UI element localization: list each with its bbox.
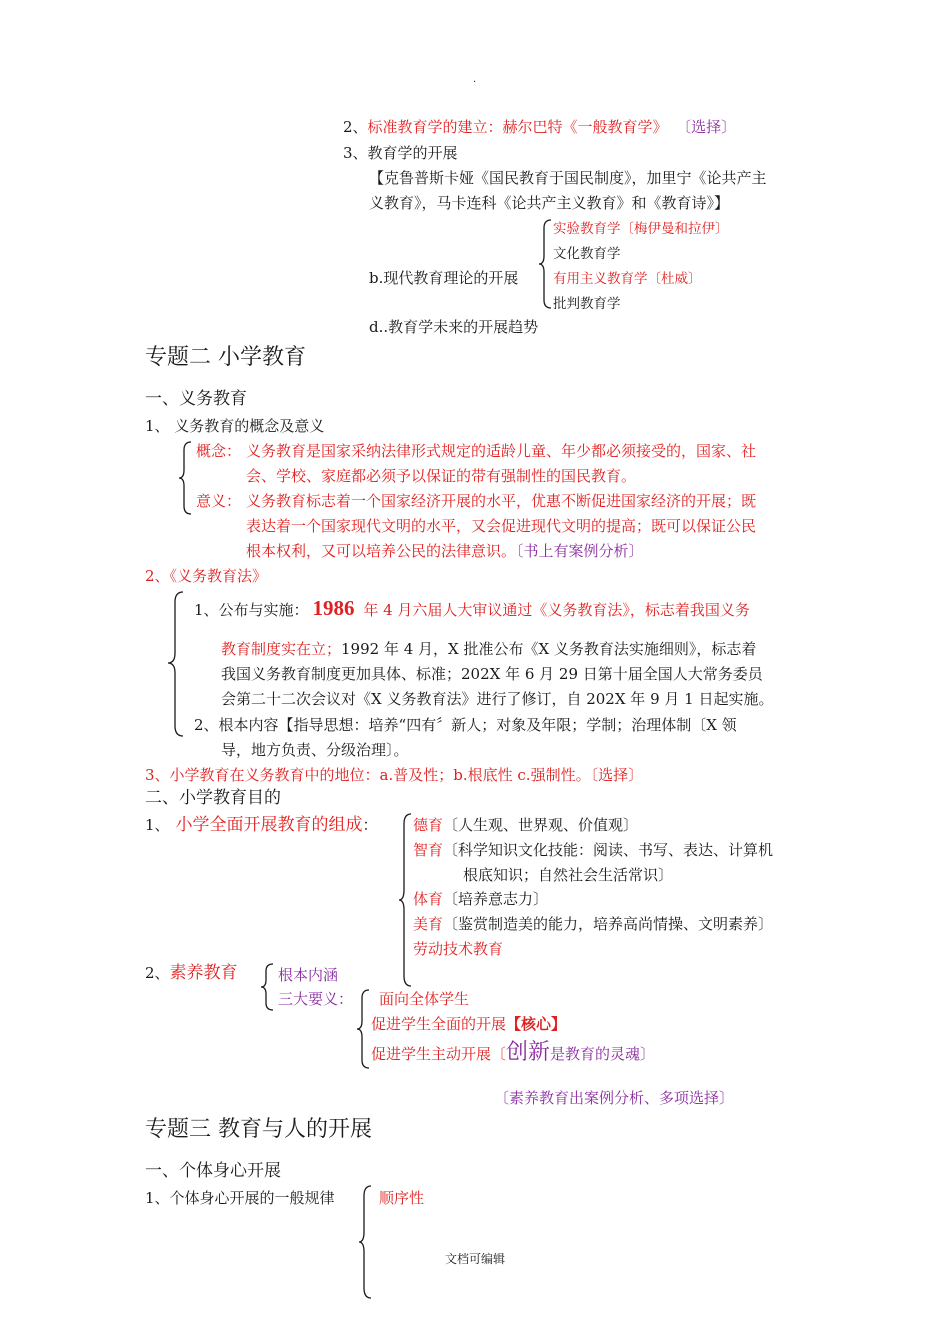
item-3-development: 3、教育学的开展 [343, 144, 458, 162]
goal-heading [145, 815, 378, 835]
goal-aesthetic-desc: 〔鉴赏制造美的能力，培养高尚情操、文明素养〕 [443, 915, 774, 933]
goal-moral-desc: 〔人生观、世界观、价值观〕 [443, 816, 639, 834]
topic2-item3-status: 3、小学教育在义务教育中的地位：a.普及性；b.根底性 c.强制性。〔选择〕 [145, 766, 644, 784]
goal-colon: ： [362, 816, 378, 834]
bracket-line-2: 义教育》，马卡连科《论共产主义教育》和《教育诗》】 [369, 194, 730, 212]
quality-heading [145, 963, 238, 983]
bracket-line-1: 【克鲁普斯卡娅《国民教育于国民制度》，加里宁《论共产主 [369, 169, 767, 187]
concept-line-2: 会、学校、家庭都必须予以保证的带有强制性的国民教育。 [246, 467, 637, 485]
brace-concept-meaning [178, 440, 194, 516]
future-trend: d..教育学未来的开展趋势 [369, 318, 539, 336]
requirement-active-suffix: 是教育的灵魂〕 [550, 1045, 656, 1063]
modern-item-cultural: 文化教育学 [553, 246, 621, 262]
requirement-all-students: 面向全体学生 [379, 990, 470, 1008]
requirement-comprehensive-text: 促进学生全面的开展 [371, 1015, 507, 1033]
law-year-1986: 1986 [312, 596, 355, 620]
modern-item-experimental: 实验教育学〔梅伊曼和拉伊〕 [553, 221, 729, 237]
law-item-1-prefix: 1、公布与实施： [194, 601, 309, 619]
case-analysis-tag: 〔书上有案例分析〕 [516, 542, 644, 560]
brace-goals [398, 812, 414, 988]
meaning-line-2: 表达着一个国家现代文明的水平，又会促进现代文明的提高；既可以保证公民 [246, 517, 757, 535]
requirement-active-prefix: 促进学生主动开展〔 [371, 1045, 507, 1063]
law-item-1-line-4: 会第二十二次会议对《X 义务教育法》进行了修订，自 202X 年 9 月 1 日起实施。 [221, 690, 774, 708]
meaning-line-1: 义务教育标志着一个国家经济开展的水平，优惠不断促进国家经济的开展；既 [246, 492, 757, 510]
goal-moral-name: 德育 [413, 816, 444, 834]
law-item-2-line-2: 导，地方负责、分级治理〕。 [221, 741, 409, 759]
goal-physical [413, 890, 548, 908]
item-text: 标准教育学的建立：赫尔巴特《一般教育学》 [367, 118, 668, 136]
topic3-title: 专题三 教育与人的开展 [145, 1117, 372, 1142]
requirement-comprehensive [371, 1015, 566, 1033]
goal-physical-name: 体育 [413, 890, 444, 908]
modern-theory-label: b.现代教育理论的开展 [369, 269, 519, 287]
item-number: 2、 [343, 118, 368, 136]
topic2-title: 专题二 小学教育 [145, 345, 306, 370]
select-tag: 〔选择〕 [683, 118, 737, 136]
quality-note: 〔素养教育出案例分析、多项选择〕 [494, 1089, 735, 1107]
brace-quality [260, 962, 276, 1012]
goal-aesthetic [413, 915, 773, 933]
topic2-item1: 1、 义务教育的概念及意义 [145, 417, 325, 435]
concept-label: 概念： [196, 442, 242, 460]
quality-sub-connotation: 根本内涵 [278, 966, 339, 984]
goal-intellectual-desc-2: 根底知识；自然社会生活常识〕 [463, 866, 674, 884]
header-dot: . [473, 74, 477, 85]
law-item-1-rest: 年 4 月六届人大审议通过《义务教育法》，标志着我国义务 [358, 601, 750, 619]
brace-three-essentials [356, 988, 372, 1070]
quality-label: 素养教育 [169, 963, 238, 983]
brace-law [166, 590, 186, 740]
innovation-word: 创新 [506, 1040, 551, 1065]
topic3-item1: 1、个体身心开展的一般规律 [145, 1189, 335, 1207]
goal-intellectual [413, 841, 773, 859]
law-item-1-line-2 [221, 640, 756, 658]
goal-intellectual-desc: 〔科学知识文化技能：阅读、书写、表达、计算机 [443, 841, 774, 859]
law-item-1 [194, 596, 750, 621]
core-tag: 【核心】 [506, 1015, 567, 1033]
meaning-label: 意义： [196, 492, 242, 510]
item-2-standard-pedagogy [343, 118, 736, 136]
goal-physical-desc: 〔培养意志力〕 [443, 890, 549, 908]
requirement-active [371, 1040, 655, 1066]
topic2-sec1-heading: 一、义务教育 [145, 389, 247, 409]
goal-intellectual-name: 智育 [413, 841, 444, 859]
modern-item-critical: 批判教育学 [553, 296, 621, 312]
goal-number: 1、 [145, 816, 170, 834]
brace-modern-theory [538, 218, 554, 310]
topic3-sec1-heading: 一、个体身心开展 [145, 1161, 281, 1181]
topic2-sec2-heading: 二、小学教育目的 [145, 788, 281, 808]
brace-development-laws [358, 1184, 374, 1300]
meaning-line-3 [246, 542, 644, 560]
meaning-line-3-text: 根本权利，又可以培养公民的法律意识。 [246, 542, 517, 560]
goal-label: 小学全面开展教育的组成 [175, 815, 363, 835]
concept-line-1: 义务教育是国家采纳法律形式规定的适龄儿童、年少都必须接受的，国家、社 [246, 442, 757, 460]
law-sequence: 顺序性 [379, 1189, 425, 1207]
quality-sub-three-essentials: 三大要义： [278, 990, 354, 1008]
goal-labor: 劳动技术教育 [413, 940, 504, 958]
goal-aesthetic-name: 美育 [413, 915, 444, 933]
footer-editable: 文档可编辑 [445, 1252, 506, 1266]
law-line-2-black: 1992 年 4 月，X 批准公布《X 义务教育法实施细则》，标志着 [341, 640, 757, 658]
law-item-1-line-3: 我国义务教育制度更加具体、标准；202X 年 6 月 29 日第十届全国人大常务委员 [221, 665, 763, 683]
goal-moral [413, 816, 638, 834]
modern-item-pragmatism: 有用主义教育学〔杜威〕 [553, 271, 702, 287]
quality-number: 2、 [145, 964, 170, 982]
law-line-2-red: 教育制度实在立； [221, 640, 342, 658]
compulsory-education-law-title: 2、《义务教育法》 [145, 567, 268, 585]
law-item-2-line-1: 2、根本内容【指导思想：培养“四有〞新人；对象及年限；学制；治理体制〔X 领 [194, 716, 737, 734]
